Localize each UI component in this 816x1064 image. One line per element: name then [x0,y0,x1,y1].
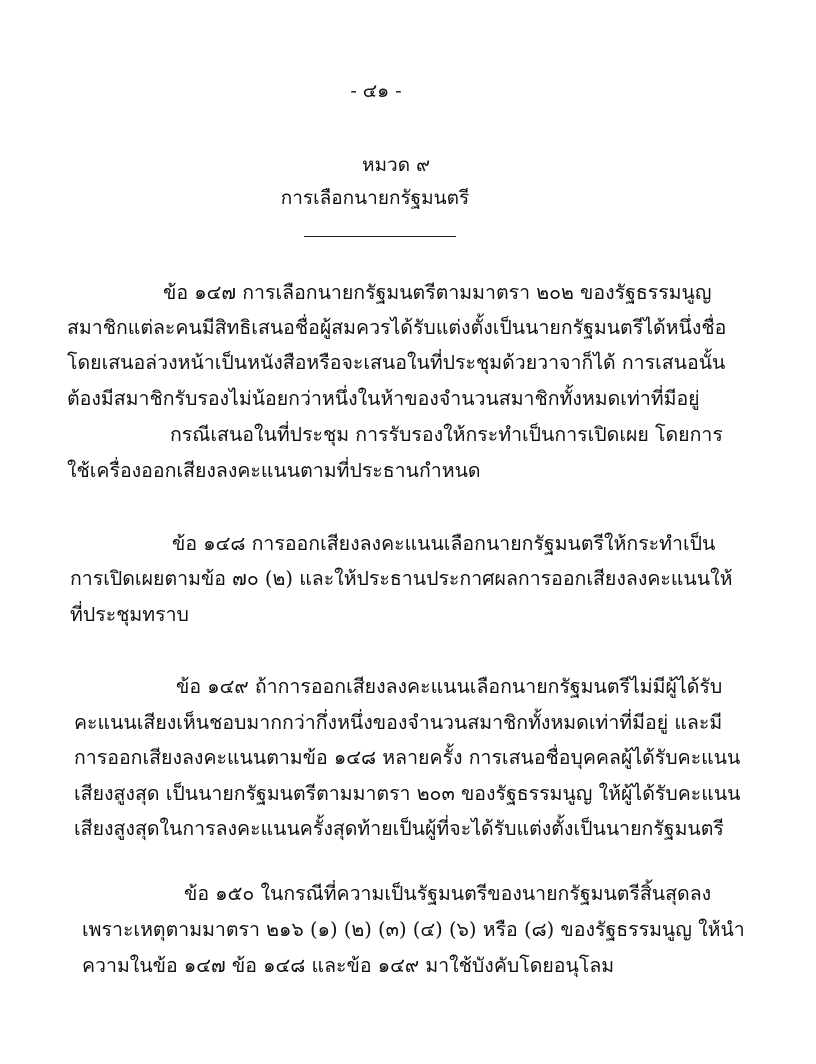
clause-147-line: ต้องมีสมาชิกรับรองไม่น้อยกว่าหนึ่งในห้าของจำนวนสมาชิกทั้งหมดเท่าที่มีอยู่ [67,387,700,410]
clause-149-line: เสียงสูงสุด เป็นนายกรัฐมนตรีตามมาตรา ๒๐๓ ของรัฐธรรมนูญ ให้ผู้ได้รับคะแนน [74,782,741,805]
clause-149-line: ข้อ ๑๔๙ ถ้าการออกเสียงลงคะแนนเลือกนายกรัฐมนตรีไม่มีผู้ได้รับ [176,675,723,698]
chapter-title: การเลือกนายกรัฐมนตรี [280,187,470,209]
clause-147-line: กรณีเสนอในที่ประชุม การรับรองให้กระทำเป็นการเปิดเผย โดยการ [170,423,723,446]
clause-149-line: คะแนนเสียงเห็นชอบมากกว่ากึ่งหนึ่งของจำนวนสมาชิกทั้งหมดเท่าที่มีอยู่ และมี [74,711,723,734]
clause-147-line: ข้อ ๑๔๗ การเลือกนายกรัฐมนตรีตามมาตรา ๒๐๒ ของรัฐธรรมนูญ [163,281,712,304]
clause-150-line: ข้อ ๑๕๐ ในกรณีที่ความเป็นรัฐมนตรีของนายกรัฐมนตรีสิ้นสุดลง [184,882,712,905]
clause-148-line: ข้อ ๑๔๘ การออกเสียงลงคะแนนเลือกนายกรัฐมนตรีให้กระทำเป็น [172,532,716,555]
title-underline [304,236,456,237]
clause-149-line: เสียงสูงสุดในการลงคะแนนครั้งสุดท้ายเป็นผู้ที่จะได้รับแต่งตั้งเป็นนายกรัฐมนตรี [74,817,724,840]
clause-147-line: ใช้เครื่องออกเสียงลงคะแนนตามที่ประธานกำหนด [67,459,481,482]
chapter-label: หมวด ๙ [361,154,430,176]
clause-149-line: การออกเสียงลงคะแนนตามข้อ ๑๔๘ หลายครั้ง การเสนอชื่อบุคคลผู้ได้รับคะแนน [74,746,741,769]
clause-148-line: ที่ประชุมทราบ [70,603,189,626]
clause-147-line: โดยเสนอล่วงหน้าเป็นหนังสือหรือจะเสนอในที่ประชุมด้วยวาจาก็ได้ การเสนอนั้น [67,351,726,374]
clause-150-line: ความในข้อ ๑๔๗ ข้อ ๑๔๘ และข้อ ๑๔๙ มาใช้บังคับโดยอนุโลม [82,954,615,977]
page-number: - ๔๑ - [350,80,402,102]
clause-150-line: เพราะเหตุตามมาตรา ๒๑๖ (๑) (๒) (๓) (๔) (๖) หรือ (๘) ของรัฐธรรมนูญ ให้นำ [82,918,745,941]
clause-148-line: การเปิดเผยตามข้อ ๗๐ (๒) และให้ประธานประกาศผลการออกเสียงลงคะแนนให้ [70,567,733,590]
clause-147-line: สมาชิกแต่ละคนมีสิทธิเสนอชื่อผู้สมควรได้รับแต่งตั้งเป็นนายกรัฐมนตรีได้หนึ่งชื่อ [67,316,727,339]
